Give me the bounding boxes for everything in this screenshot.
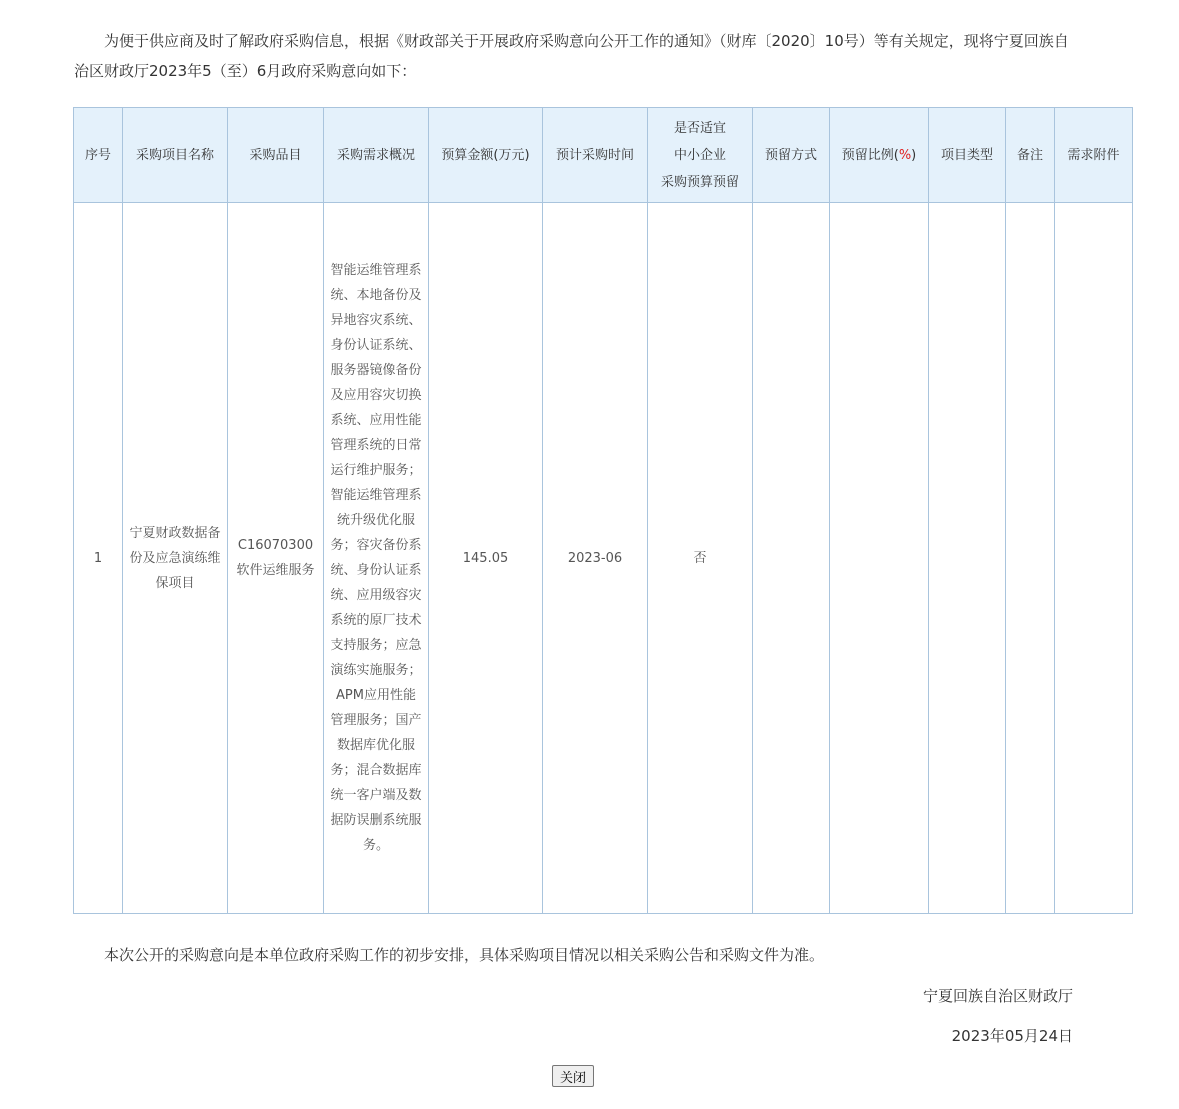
signature-date: 2023年05月24日 xyxy=(951,1027,1073,1045)
procurement-table xyxy=(73,107,1133,914)
header-category: 采购品目 xyxy=(228,108,324,203)
cell-reserve-ratio xyxy=(830,203,929,914)
table-header-row xyxy=(74,108,1133,203)
cell-project-name: 宁夏财政数据备份及应急演练维保项目 xyxy=(123,203,228,914)
header-sme-line3: 采购预算预留 xyxy=(660,174,739,190)
header-time: 预计采购时间 xyxy=(543,108,648,203)
cell-sme: 否 xyxy=(648,203,753,914)
table-row xyxy=(74,203,1133,914)
header-reserve-ratio-percent: % xyxy=(898,147,912,163)
header-budget: 预算金额(万元) xyxy=(429,108,543,203)
header-project-name: 采购项目名称 xyxy=(123,108,228,203)
intro-text: 为便于供应商及时了解政府采购信息，根据《财政部关于开展政府采购意向公开工作的通知》（财库〔2020〕10号）等有关规定，现将宁夏回族自治区财政厅2023年5（至）6月政府采购意向如下： xyxy=(74,32,1069,80)
cell-reserve-method xyxy=(753,203,830,914)
cell-project-type xyxy=(929,203,1006,914)
closing-statement: 本次公开的采购意向是本单位政府采购工作的初步安排，具体采购项目情况以相关采购公告和采购文件为准。 xyxy=(104,946,825,964)
intro-paragraph xyxy=(74,26,1074,86)
cell-attachment xyxy=(1055,203,1133,914)
header-sme-line1: 是否适宜 xyxy=(673,120,726,136)
cell-remark xyxy=(1006,203,1055,914)
header-reserve-method: 预留方式 xyxy=(753,108,830,203)
cell-category: C16070300软件运维服务 xyxy=(228,203,324,914)
header-reserve-ratio-suffix: ) xyxy=(911,147,917,163)
header-sme xyxy=(648,108,753,203)
header-attachment: 需求附件 xyxy=(1055,108,1133,203)
cell-budget: 145.05 xyxy=(429,203,543,914)
header-demand: 采购需求概况 xyxy=(324,108,429,203)
header-reserve-ratio-prefix: 预留比例( xyxy=(841,147,899,163)
header-reserve-ratio xyxy=(830,108,929,203)
header-seq: 序号 xyxy=(74,108,123,203)
signature-organization: 宁夏回族自治区财政厅 xyxy=(922,987,1073,1005)
cell-demand: 智能运维管理系统、本地备份及异地容灾系统、身份认证系统、服务器镜像备份及应用容灾切换系统、应用性能管理系统的日常运行维护服务；智能运维管理系统升级优化服务；容灾备份系统、身份认证系统、应用级容灾系统的原厂技术支持服务；应急演练实施服务；APM应用性能管理服务；国产数据库优化服务；混合数据库统一客户端及数据防误删系统服务。 xyxy=(324,203,429,914)
close-button[interactable]: 关闭 xyxy=(552,1065,594,1087)
cell-time: 2023-06 xyxy=(543,203,648,914)
header-project-type: 项目类型 xyxy=(929,108,1006,203)
header-remark: 备注 xyxy=(1006,108,1055,203)
cell-seq: 1 xyxy=(74,203,123,914)
header-sme-line2: 中小企业 xyxy=(673,147,726,163)
